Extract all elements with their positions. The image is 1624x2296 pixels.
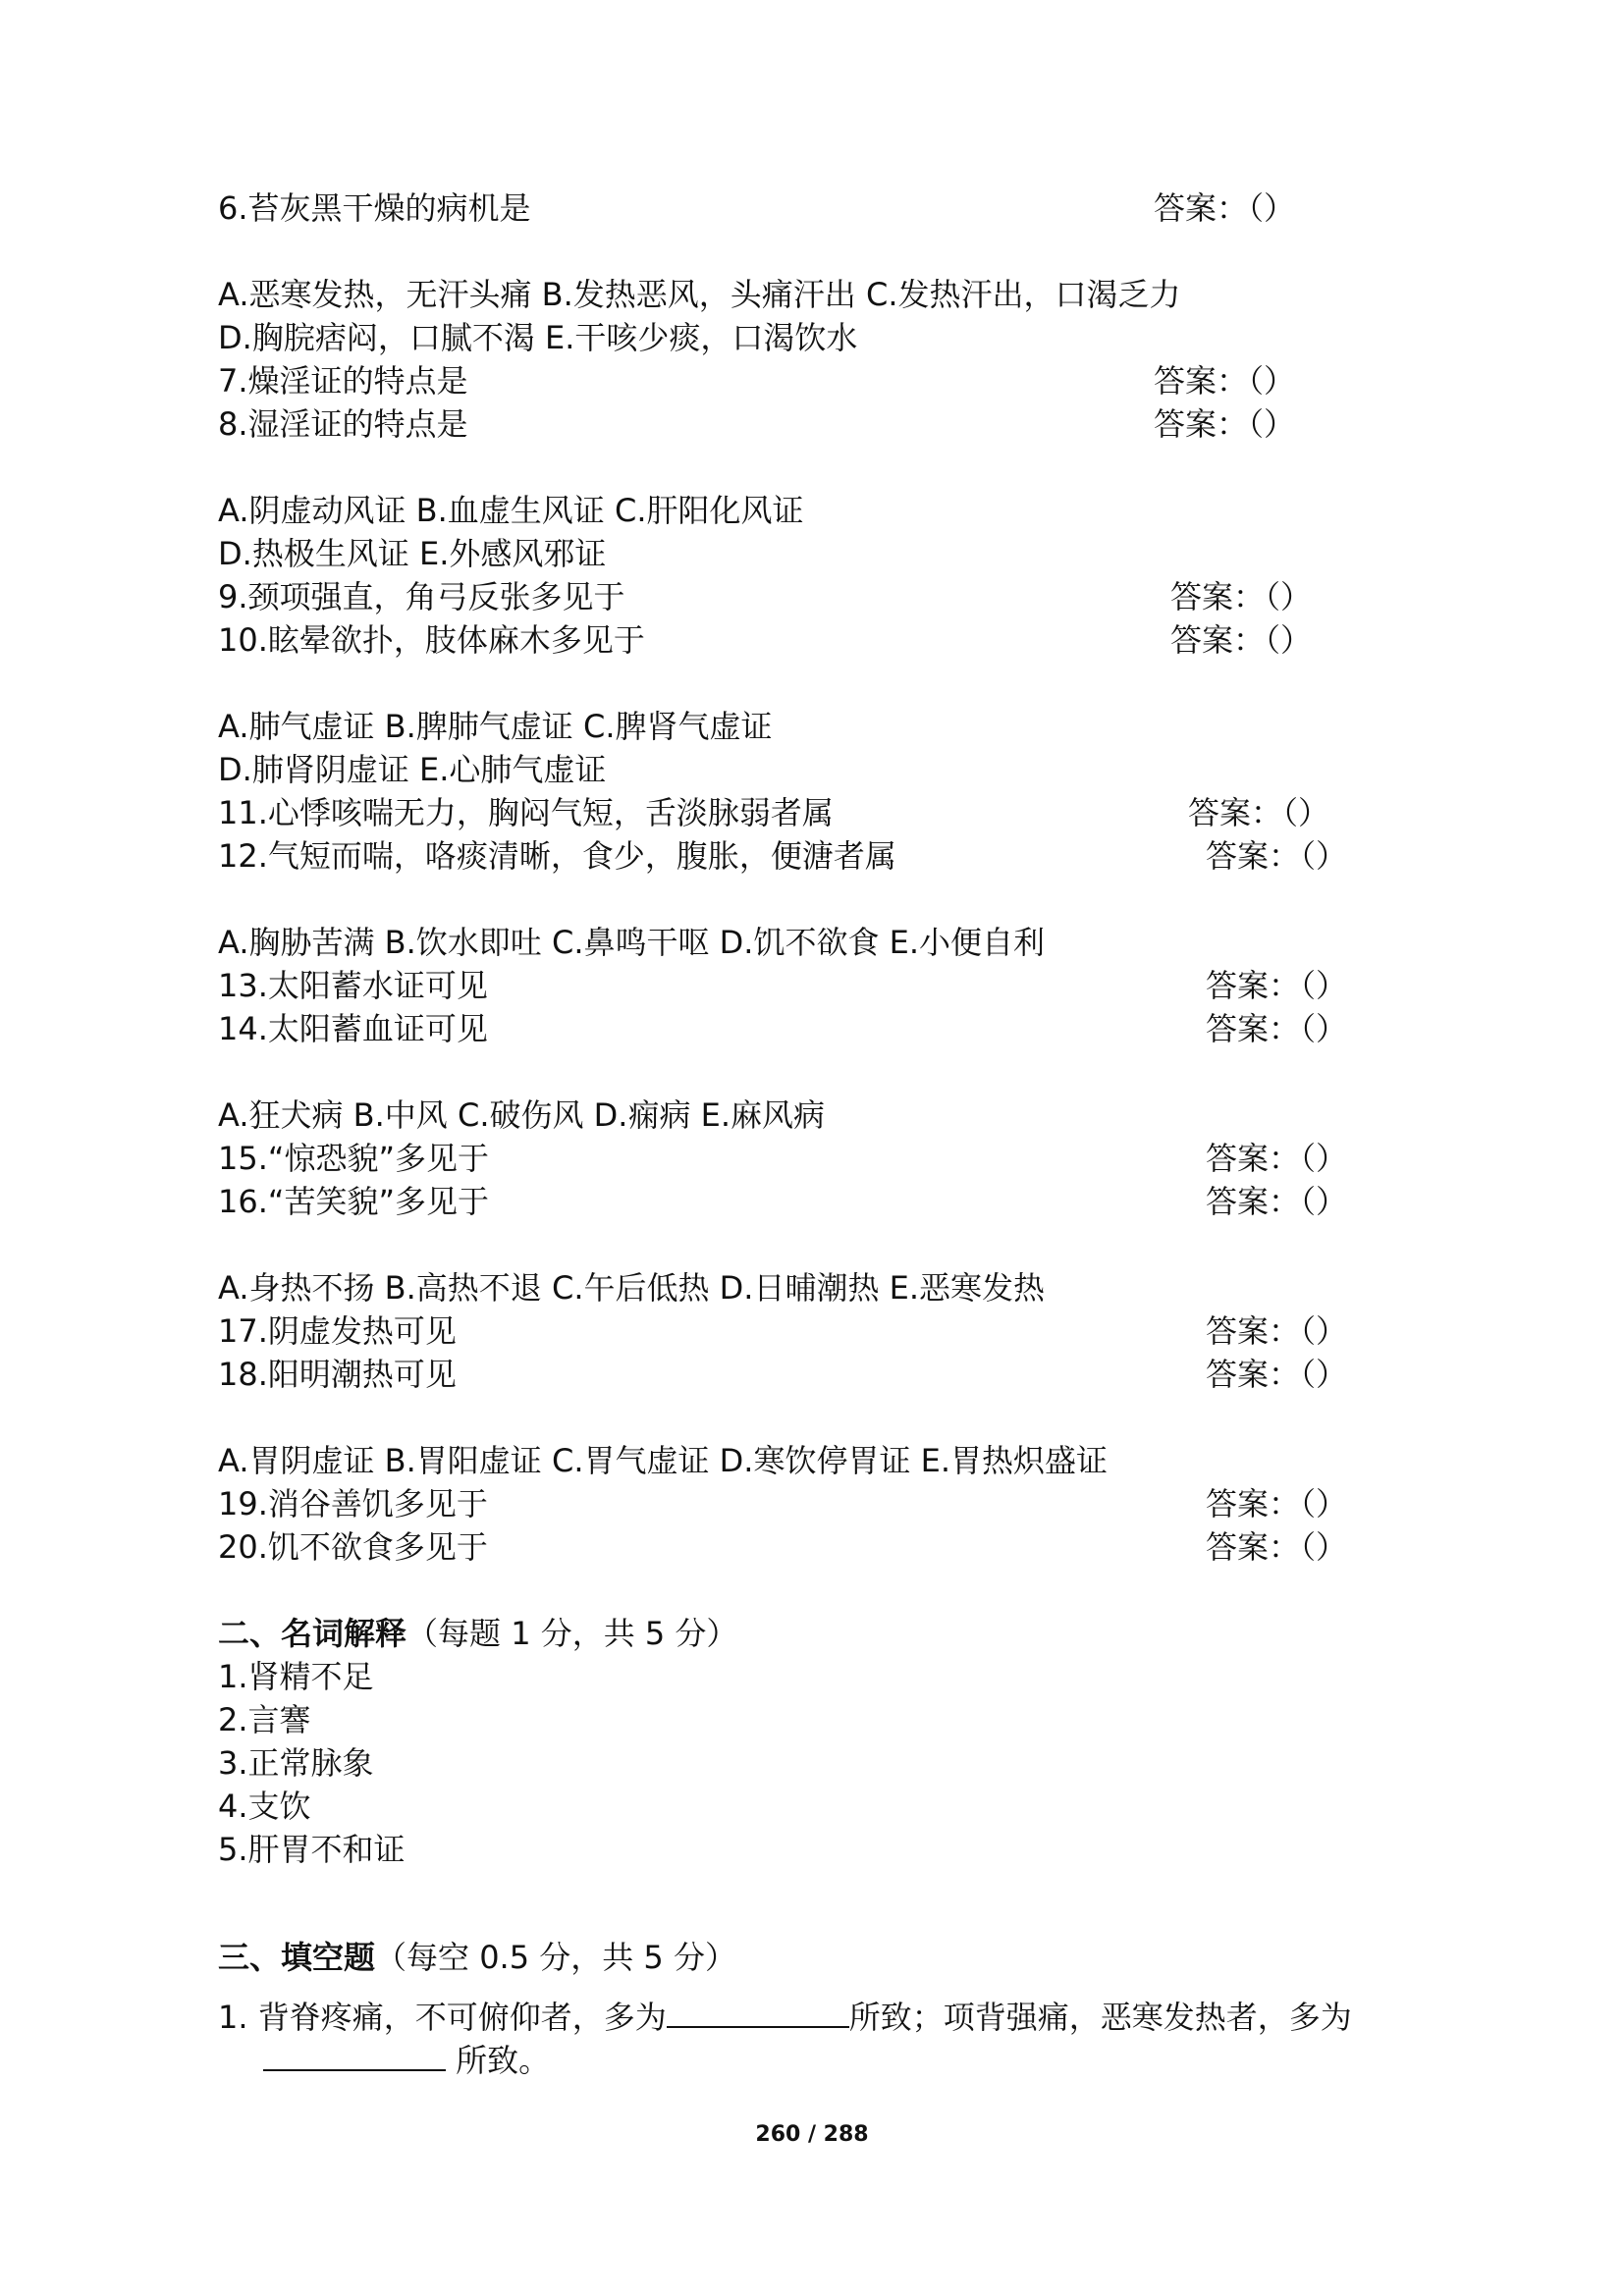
option-line: A.身热不扬 B.高热不退 C.午后低热 D.日晡潮热 E.恶寒发热 [218, 1269, 1046, 1307]
answer-label: 答案：（ [1206, 1010, 1317, 1047]
answer-slot[interactable] [1154, 359, 1295, 402]
answer-slot[interactable] [1188, 791, 1329, 834]
question-line: 20.饥不欲食多见于 [218, 1528, 488, 1566]
option-line: A.胃阴虚证 B.胃阳虚证 C.胃气虚证 D.寒饮停胃证 E.胃热炽盛证 [218, 1442, 1109, 1479]
answer-label: 答案：（ [1170, 578, 1281, 615]
answer-label: 答案：（ [1206, 1312, 1317, 1350]
answer-slot[interactable] [1206, 1007, 1347, 1050]
answer-close: ） [1316, 1010, 1348, 1047]
answer-slot[interactable] [1206, 1482, 1347, 1525]
term-item: 1.肾精不足 [218, 1658, 374, 1695]
fill-question-text: 1. 背脊疼痛，不可俯仰者，多为 [218, 1999, 667, 2036]
answer-close: ） [1316, 967, 1348, 1004]
question-line: 10.眩晕欲扑，肢体麻木多见于 [218, 621, 645, 659]
answer-slot[interactable] [1206, 1525, 1347, 1569]
answer-slot[interactable] [1154, 187, 1295, 230]
section2-title: 二、名词解释 [218, 1615, 407, 1652]
page-number: 260 / 288 [755, 2122, 869, 2147]
question-line: 11.心悸咳喘无力，胸闷气短，舌淡脉弱者属 [218, 794, 834, 831]
fill-question-1 [218, 1993, 1352, 2039]
answer-close: ） [1280, 578, 1313, 615]
answer-close: ） [1264, 405, 1296, 443]
answer-label: 答案：（ [1170, 621, 1281, 659]
section2-heading [218, 1612, 737, 1655]
option-line: A.胸胁苦满 B.饮水即吐 C.鼻鸣干呕 D.饥不欲食 E.小便自利 [218, 924, 1046, 961]
fill-question-text: 所致。 [446, 2042, 551, 2079]
answer-blank[interactable] [667, 1993, 849, 2028]
term-item: 3.正常脉象 [218, 1744, 374, 1782]
answer-label: 答案：（ [1154, 362, 1265, 400]
answer-label: 答案：（ [1206, 1140, 1317, 1177]
question-line: 18.阳明潮热可见 [218, 1356, 457, 1393]
answer-label: 答案：（ [1206, 1528, 1317, 1566]
answer-close: ） [1316, 1356, 1348, 1393]
term-item: 5.肝胃不和证 [218, 1831, 406, 1868]
question-line: 14.太阳蓄血证可见 [218, 1010, 488, 1047]
fill-question-text: 所致；项背强痛，恶寒发热者，多为 [848, 1999, 1352, 2036]
answer-slot[interactable] [1206, 1309, 1347, 1353]
section2-note: （每题 1 分，共 5 分） [406, 1615, 738, 1652]
answer-slot[interactable] [1170, 575, 1312, 618]
answer-label: 答案：（ [1206, 1183, 1317, 1220]
answer-label: 答案：（ [1188, 794, 1299, 831]
question-line: 12.气短而喘，咯痰清晰，食少，腹胀，便溏者属 [218, 837, 896, 875]
answer-blank[interactable] [263, 2036, 446, 2071]
answer-label: 答案：（ [1206, 1356, 1317, 1393]
option-line: A.恶寒发热，无汗头痛 B.发热恶风，头痛汗出 C.发热汗出，口渴乏力 [218, 276, 1181, 313]
question-line: 13.太阳蓄水证可见 [218, 967, 488, 1004]
option-line: A.阴虚动风证 B.血虚生风证 C.肝阳化风证 [218, 492, 804, 529]
option-line: D.胸脘痞闷，口腻不渴 E.干咳少痰，口渴饮水 [218, 319, 858, 356]
answer-slot[interactable] [1206, 1137, 1347, 1180]
term-item: 2.言謇 [218, 1701, 311, 1738]
answer-label: 答案：（ [1206, 1485, 1317, 1522]
answer-slot[interactable] [1206, 834, 1347, 878]
answer-close: ） [1316, 1140, 1348, 1177]
option-line: A.狂犬病 B.中风 C.破伤风 D.痫病 E.麻风病 [218, 1096, 826, 1134]
question-line: 6.苔灰黑干燥的病机是 [218, 189, 531, 227]
answer-close: ） [1316, 1183, 1348, 1220]
section3-heading [218, 1936, 736, 1979]
option-line: D.肺肾阴虚证 E.心肺气虚证 [218, 751, 607, 788]
answer-label: 答案：（ [1206, 837, 1317, 875]
option-line: A.肺气虚证 B.脾肺气虚证 C.脾肾气虚证 [218, 708, 773, 745]
question-line: 8.湿淫证的特点是 [218, 405, 468, 443]
section3-note: （每空 0.5 分，共 5 分） [375, 1939, 736, 1976]
answer-close: ） [1316, 1485, 1348, 1522]
answer-label: 答案：（ [1154, 189, 1265, 227]
answer-slot[interactable] [1170, 618, 1312, 662]
section3-title: 三、填空题 [218, 1939, 376, 1976]
question-line: 9.颈项强直，角弓反张多见于 [218, 578, 625, 615]
answer-close: ） [1264, 362, 1296, 400]
answer-label: 答案：（ [1154, 405, 1265, 443]
answer-close: ） [1316, 837, 1348, 875]
question-line: 17.阴虚发热可见 [218, 1312, 457, 1350]
answer-close: ） [1298, 794, 1330, 831]
answer-close: ） [1316, 1528, 1348, 1566]
answer-slot[interactable] [1206, 1353, 1347, 1396]
question-line: 7.燥淫证的特点是 [218, 362, 468, 400]
answer-slot[interactable] [1206, 964, 1347, 1007]
option-line: D.热极生风证 E.外感风邪证 [218, 535, 607, 572]
answer-close: ） [1280, 621, 1313, 659]
fill-question-1-cont [263, 2036, 550, 2082]
question-line: 16.“苦笑貌”多见于 [218, 1183, 490, 1220]
answer-close: ） [1316, 1312, 1348, 1350]
answer-close: ） [1264, 189, 1296, 227]
question-line: 19.消谷善饥多见于 [218, 1485, 488, 1522]
answer-slot[interactable] [1154, 402, 1295, 446]
question-line: 15.“惊恐貌”多见于 [218, 1140, 490, 1177]
answer-label: 答案：（ [1206, 967, 1317, 1004]
term-item: 4.支饮 [218, 1788, 311, 1825]
answer-slot[interactable] [1206, 1180, 1347, 1223]
